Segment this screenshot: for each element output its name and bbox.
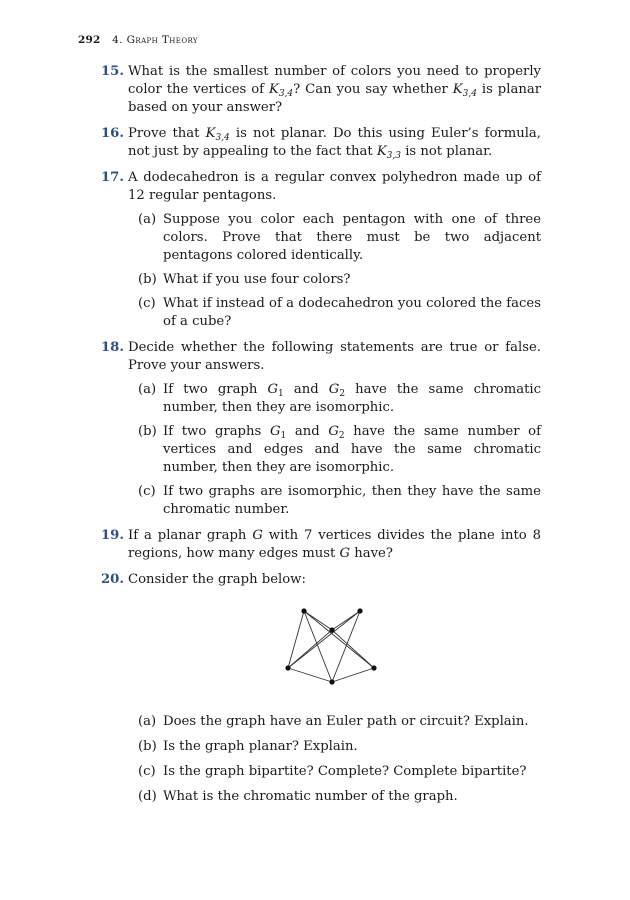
subpart-text: Is the graph bipartite? Complete? Complete bipartite? — [163, 764, 527, 779]
graph-figure — [101, 597, 541, 705]
subpart-text — [163, 381, 541, 417]
inline-text: ? Can you say whether — [293, 82, 453, 97]
subpart-a — [138, 381, 541, 417]
problem-text: Decide whether the following statements are true or false. Prove your answers. — [128, 340, 541, 373]
inline-text: have the same number of vertices and edges and have the same chromatic number, then they are isomorphic. — [163, 424, 541, 475]
subpart-label: (a) — [138, 382, 157, 397]
inline-text: K — [452, 82, 463, 97]
subpart-label: (d) — [138, 789, 157, 804]
subpart-b — [138, 423, 541, 477]
problem-17 — [101, 169, 541, 331]
problem-text — [128, 63, 541, 117]
subpart-label: (a) — [138, 714, 157, 729]
subpart-text: What is the chromatic number of the graph. — [163, 789, 458, 804]
graph-vertex — [357, 608, 362, 613]
inline-text: is not planar. — [401, 144, 493, 159]
inline-text: If a planar graph — [128, 528, 253, 543]
inline-text: with 7 vertices divides the plane into 8 regions, how many edges must — [128, 528, 541, 561]
problem-number: 16. — [101, 126, 124, 141]
inline-text: G — [252, 528, 263, 543]
inline-text: have the same chromatic number, then they are isomorphic. — [163, 382, 541, 415]
inline-text: What is the smallest number of colors you need to properly color the vertices of — [128, 64, 541, 97]
graph-drawing — [101, 597, 541, 705]
subpart-text: Is the graph planar? Explain. — [163, 739, 358, 754]
inline-text: If two graphs — [163, 424, 270, 439]
chapter-title: 4. Graph Theory — [112, 34, 198, 46]
graph-vertex — [285, 665, 290, 670]
subpart-label: (b) — [138, 272, 157, 287]
problem-number: 20. — [101, 572, 124, 587]
inline-text: G — [328, 382, 340, 397]
running-header — [78, 34, 198, 46]
subpart-text: Suppose you color each pentagon with one of three colors. Prove that there must be two adjacent pentagons colored identically. — [163, 212, 541, 263]
graph-vertex — [301, 608, 306, 613]
graph-vertex — [371, 665, 376, 670]
subpart-c — [138, 763, 541, 781]
problem-text: Consider the graph below: — [128, 572, 306, 587]
inline-text: Prove that — [128, 126, 206, 141]
inline-text: is planar based on your answer? — [128, 82, 541, 115]
graph-edge — [304, 611, 374, 668]
subpart-text: What if instead of a dodecahedron you colored the faces of a cube? — [163, 296, 541, 329]
inline-text: G — [269, 424, 281, 439]
subpart-label: (b) — [138, 739, 157, 754]
inline-text: K — [268, 82, 279, 97]
subpart-text: What if you use four colors? — [163, 272, 351, 287]
subpart-a — [138, 211, 541, 265]
inline-text: G — [328, 424, 339, 439]
inline-text: 3,3 — [386, 151, 401, 161]
problem-number: 18. — [101, 340, 124, 355]
subpart-label: (b) — [138, 424, 157, 439]
page-number: 292 — [78, 34, 101, 46]
graph-edge — [288, 668, 332, 682]
subpart-text: Does the graph have an Euler path or circuit? Explain. — [163, 714, 529, 729]
inline-text: G — [339, 546, 351, 561]
problem-number: 15. — [101, 64, 124, 79]
subpart-text: If two graphs are isomorphic, then they have the same chromatic number. — [163, 484, 541, 517]
inline-text: and — [286, 424, 329, 439]
problem-18 — [101, 339, 541, 519]
graph-vertex — [329, 679, 334, 684]
inline-text: and — [283, 382, 329, 397]
subpart-a — [138, 713, 541, 731]
inline-text: have? — [350, 546, 393, 561]
graph-vertex — [329, 627, 334, 632]
inline-text: 1 — [280, 431, 287, 441]
problem-number: 17. — [101, 170, 124, 185]
exercise-list — [101, 63, 541, 814]
graph-edge — [332, 630, 374, 668]
subpart-d — [138, 788, 541, 806]
inline-text: K — [376, 144, 387, 159]
subpart-c — [138, 295, 541, 331]
inline-text: K — [205, 126, 216, 141]
subpart-label: (c) — [138, 484, 156, 499]
inline-text: 3,4 — [462, 89, 477, 99]
problem-number: 19. — [101, 528, 124, 543]
problem-text — [128, 527, 541, 563]
inline-text: 2 — [339, 389, 346, 399]
subpart-b — [138, 738, 541, 756]
subpart-c — [138, 483, 541, 519]
problem-15 — [101, 63, 541, 117]
inline-text: 3,4 — [278, 89, 294, 99]
inline-text: 3,4 — [215, 133, 230, 143]
inline-text: 1 — [278, 389, 284, 399]
graph-edge — [332, 668, 374, 682]
problem-20 — [101, 571, 541, 589]
problem-16 — [101, 125, 541, 161]
subpart-text — [163, 423, 541, 477]
problem-text: A dodecahedron is a regular convex polyhedron made up of 12 regular pentagons. — [128, 170, 541, 203]
graph-edge — [304, 611, 332, 682]
problem-20-subparts — [101, 713, 541, 806]
graph-edge — [288, 611, 304, 668]
inline-text: 2 — [338, 431, 345, 441]
inline-text: If two graph — [163, 382, 268, 397]
problem-text — [128, 125, 541, 161]
problem-19 — [101, 527, 541, 563]
subpart-label: (c) — [138, 764, 156, 779]
graph-edge — [288, 630, 332, 668]
subpart-label: (a) — [138, 212, 157, 227]
inline-text: is not planar. Do this using Euler’s formula, not just by appealing to the fact that — [128, 126, 541, 159]
subpart-label: (c) — [138, 296, 156, 311]
inline-text: G — [267, 382, 279, 397]
subpart-b — [138, 271, 541, 289]
